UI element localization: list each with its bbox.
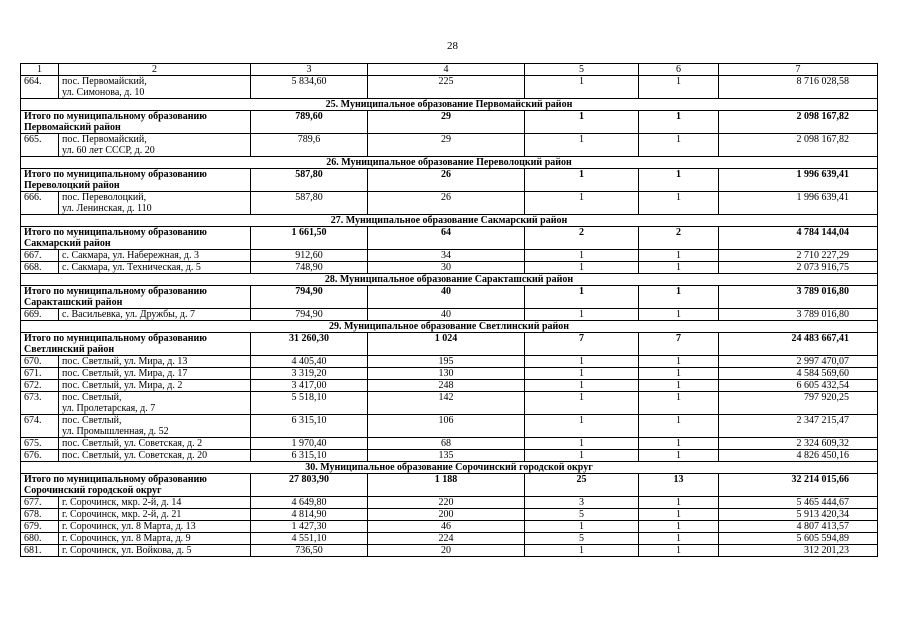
cell-text-line: ул. 60 лет СССР, д. 20 <box>62 145 155 156</box>
section-title: 26. Муниципальное образование Переволоцкий район <box>21 157 878 169</box>
cell-col6: 1 <box>639 286 719 309</box>
cell-text-line: г. Сорочинск, ул. 8 Марта, д. 9 <box>62 533 191 544</box>
table-row <box>21 521 878 533</box>
cell-count: 135 <box>368 450 525 462</box>
cell-text-line: г. Сорочинск, мкр. 2-й, д. 14 <box>62 497 182 508</box>
cell-area: 912,60 <box>251 250 368 262</box>
cell-count: 26 <box>368 192 525 215</box>
section-title: 29. Муниципальное образование Светлинский район <box>21 321 878 333</box>
row-number: 679. <box>21 521 59 533</box>
cell-amount: 8 716 028,58 <box>719 76 878 99</box>
cell-area: 1 427,30 <box>251 521 368 533</box>
total-row <box>21 227 878 250</box>
row-number: 666. <box>21 192 59 215</box>
cell-area: 31 260,30 <box>251 333 368 356</box>
cell-amount: 24 483 667,41 <box>719 333 878 356</box>
cell-count: 142 <box>368 392 525 415</box>
cell-col5: 1 <box>525 545 639 557</box>
total-label <box>21 227 251 250</box>
cell-col6: 13 <box>639 474 719 497</box>
total-label <box>21 111 251 134</box>
cell-amount: 1 996 639,41 <box>719 169 878 192</box>
cell-amount: 2 710 227,29 <box>719 250 878 262</box>
cell-text-line: ул. Ленинская, д. 110 <box>62 203 152 214</box>
cell-text-line: Переволоцкий район <box>24 180 120 191</box>
table-row <box>21 356 878 368</box>
row-number: 673. <box>21 392 59 415</box>
cell-count: 29 <box>368 134 525 157</box>
cell-col6: 1 <box>639 497 719 509</box>
cell-col6: 1 <box>639 111 719 134</box>
row-address <box>59 368 251 380</box>
cell-text-line: ул. Промышленная, д. 52 <box>62 426 169 437</box>
cell-text-line: пос. Светлый, <box>62 415 122 426</box>
row-address <box>59 134 251 157</box>
cell-amount: 2 347 215,47 <box>719 415 878 438</box>
cell-amount: 3 789 016,80 <box>719 286 878 309</box>
cell-text-line: Итого по муниципальному образованию <box>24 286 207 297</box>
row-address <box>59 192 251 215</box>
cell-area: 587,80 <box>251 192 368 215</box>
row-address <box>59 392 251 415</box>
cell-col6: 1 <box>639 169 719 192</box>
cell-text-line: с. Васильевка, ул. Дружбы, д. 7 <box>62 309 195 320</box>
cell-area: 587,80 <box>251 169 368 192</box>
cell-col6: 1 <box>639 134 719 157</box>
cell-area: 6 315,10 <box>251 415 368 438</box>
cell-col5: 1 <box>525 368 639 380</box>
row-address <box>59 262 251 274</box>
section-header-row <box>21 157 878 169</box>
cell-area: 736,50 <box>251 545 368 557</box>
cell-text-line: пос. Светлый, ул. Советская, д. 2 <box>62 438 203 449</box>
cell-col5: 2 <box>525 227 639 250</box>
row-number: 680. <box>21 533 59 545</box>
cell-count: 26 <box>368 169 525 192</box>
cell-area: 789,60 <box>251 111 368 134</box>
cell-count: 225 <box>368 76 525 99</box>
total-row <box>21 333 878 356</box>
total-row <box>21 111 878 134</box>
cell-text-line: пос. Светлый, ул. Мира, д. 2 <box>62 380 183 391</box>
cell-col5: 1 <box>525 250 639 262</box>
cell-count: 130 <box>368 368 525 380</box>
cell-text-line: пос. Переволоцкий, <box>62 192 147 203</box>
cell-amount: 4 826 450,16 <box>719 450 878 462</box>
table-row <box>21 415 878 438</box>
cell-col5: 1 <box>525 134 639 157</box>
row-address <box>59 509 251 521</box>
cell-col5: 5 <box>525 533 639 545</box>
cell-count: 40 <box>368 309 525 321</box>
cell-col6: 1 <box>639 309 719 321</box>
cell-area: 4 814,90 <box>251 509 368 521</box>
cell-area: 3 417,00 <box>251 380 368 392</box>
cell-text-line: пос. Первомайский, <box>62 76 147 87</box>
cell-col5: 1 <box>525 76 639 99</box>
cell-col5: 3 <box>525 497 639 509</box>
table-row <box>21 497 878 509</box>
row-number: 677. <box>21 497 59 509</box>
cell-col6: 1 <box>639 545 719 557</box>
cell-count: 64 <box>368 227 525 250</box>
table-row <box>21 192 878 215</box>
cell-area: 6 315,10 <box>251 450 368 462</box>
row-address <box>59 250 251 262</box>
cell-col5: 1 <box>525 438 639 450</box>
section-header-row <box>21 99 878 111</box>
table-row <box>21 533 878 545</box>
cell-text-line: Светлинский район <box>24 344 115 355</box>
column-header: 4 <box>368 64 525 76</box>
cell-count: 68 <box>368 438 525 450</box>
row-number: 678. <box>21 509 59 521</box>
row-number: 676. <box>21 450 59 462</box>
cell-text-line: Первомайский район <box>24 122 121 133</box>
cell-col6: 1 <box>639 250 719 262</box>
cell-count: 34 <box>368 250 525 262</box>
cell-area: 4 649,80 <box>251 497 368 509</box>
table-row <box>21 438 878 450</box>
data-table <box>20 63 878 557</box>
cell-count: 30 <box>368 262 525 274</box>
row-address <box>59 438 251 450</box>
row-address <box>59 450 251 462</box>
section-title: 28. Муниципальное образование Саракташский район <box>21 274 878 286</box>
cell-area: 1 970,40 <box>251 438 368 450</box>
cell-text-line: Сорочинский городской округ <box>24 485 162 496</box>
total-row <box>21 286 878 309</box>
section-header-row <box>21 215 878 227</box>
total-label <box>21 333 251 356</box>
row-address <box>59 415 251 438</box>
cell-amount: 2 073 916,75 <box>719 262 878 274</box>
cell-text-line: пос. Светлый, ул. Мира, д. 17 <box>62 368 188 379</box>
cell-col5: 1 <box>525 286 639 309</box>
table-row <box>21 545 878 557</box>
cell-text-line: с. Сакмара, ул. Набережная, д. 3 <box>62 250 199 261</box>
row-address <box>59 309 251 321</box>
cell-amount: 32 214 015,66 <box>719 474 878 497</box>
column-header: 2 <box>59 64 251 76</box>
cell-count: 40 <box>368 286 525 309</box>
cell-col5: 1 <box>525 262 639 274</box>
cell-amount: 5 913 420,34 <box>719 509 878 521</box>
cell-amount: 2 098 167,82 <box>719 111 878 134</box>
cell-col5: 1 <box>525 450 639 462</box>
row-number: 665. <box>21 134 59 157</box>
cell-col6: 1 <box>639 521 719 533</box>
column-header: 3 <box>251 64 368 76</box>
section-header-row <box>21 321 878 333</box>
row-address <box>59 356 251 368</box>
cell-count: 220 <box>368 497 525 509</box>
cell-count: 195 <box>368 356 525 368</box>
row-address <box>59 76 251 99</box>
cell-col5: 1 <box>525 309 639 321</box>
cell-count: 200 <box>368 509 525 521</box>
cell-col6: 1 <box>639 368 719 380</box>
cell-amount: 4 584 569,60 <box>719 368 878 380</box>
row-number: 671. <box>21 368 59 380</box>
column-header: 7 <box>719 64 878 76</box>
cell-col6: 7 <box>639 333 719 356</box>
row-number: 672. <box>21 380 59 392</box>
column-header: 1 <box>21 64 59 76</box>
cell-area: 794,90 <box>251 286 368 309</box>
cell-amount: 6 605 432,54 <box>719 380 878 392</box>
row-number: 668. <box>21 262 59 274</box>
row-address <box>59 545 251 557</box>
cell-text-line: Итого по муниципальному образованию <box>24 227 207 238</box>
cell-amount: 4 807 413,57 <box>719 521 878 533</box>
cell-col5: 1 <box>525 521 639 533</box>
cell-col5: 1 <box>525 192 639 215</box>
table-row <box>21 309 878 321</box>
cell-area: 3 319,20 <box>251 368 368 380</box>
cell-text-line: ул. Симонова, д. 10 <box>62 87 145 98</box>
cell-count: 1 024 <box>368 333 525 356</box>
cell-amount: 1 996 639,41 <box>719 192 878 215</box>
row-address <box>59 521 251 533</box>
cell-count: 1 188 <box>368 474 525 497</box>
cell-col5: 1 <box>525 392 639 415</box>
cell-text-line: пос. Светлый, <box>62 392 122 403</box>
cell-text-line: Итого по муниципальному образованию <box>24 111 207 122</box>
total-label <box>21 474 251 497</box>
cell-count: 248 <box>368 380 525 392</box>
section-title: 25. Муниципальное образование Первомайский район <box>21 99 878 111</box>
cell-count: 224 <box>368 533 525 545</box>
table-row <box>21 76 878 99</box>
cell-amount: 4 784 144,04 <box>719 227 878 250</box>
section-title: 27. Муниципальное образование Сакмарский район <box>21 215 878 227</box>
cell-count: 20 <box>368 545 525 557</box>
table-row <box>21 262 878 274</box>
column-header: 6 <box>639 64 719 76</box>
cell-text-line: г. Сорочинск, мкр. 2-й, д. 21 <box>62 509 182 520</box>
cell-text-line: пос. Светлый, ул. Мира, д. 13 <box>62 356 188 367</box>
row-number: 681. <box>21 545 59 557</box>
row-address <box>59 497 251 509</box>
row-number: 674. <box>21 415 59 438</box>
cell-col5: 25 <box>525 474 639 497</box>
cell-text-line: Сакмарский район <box>24 238 111 249</box>
cell-area: 5 518,10 <box>251 392 368 415</box>
cell-text-line: ул. Пролетарская, д. 7 <box>62 403 156 414</box>
cell-col6: 1 <box>639 533 719 545</box>
cell-col5: 1 <box>525 415 639 438</box>
table-row <box>21 509 878 521</box>
cell-text-line: Итого по муниципальному образованию <box>24 333 207 344</box>
cell-area: 5 834,60 <box>251 76 368 99</box>
cell-text-line: пос. Светлый, ул. Советская, д. 20 <box>62 450 208 461</box>
cell-count: 29 <box>368 111 525 134</box>
cell-text-line: Итого по муниципальному образованию <box>24 474 207 485</box>
cell-col5: 5 <box>525 509 639 521</box>
total-row <box>21 474 878 497</box>
cell-col6: 1 <box>639 76 719 99</box>
cell-col6: 1 <box>639 262 719 274</box>
cell-text-line: с. Сакмара, ул. Техническая, д. 5 <box>62 262 201 273</box>
section-title: 30. Муниципальное образование Сорочинский городской округ <box>21 462 878 474</box>
cell-count: 46 <box>368 521 525 533</box>
cell-amount: 2 324 609,32 <box>719 438 878 450</box>
cell-col5: 1 <box>525 380 639 392</box>
cell-area: 789,6 <box>251 134 368 157</box>
row-number: 669. <box>21 309 59 321</box>
row-number: 664. <box>21 76 59 99</box>
cell-col6: 2 <box>639 227 719 250</box>
cell-amount: 5 605 594,89 <box>719 533 878 545</box>
total-label <box>21 169 251 192</box>
cell-area: 748,90 <box>251 262 368 274</box>
cell-text-line: Саракташский район <box>24 297 123 308</box>
cell-amount: 312 201,23 <box>719 545 878 557</box>
cell-col6: 1 <box>639 438 719 450</box>
section-header-row <box>21 274 878 286</box>
cell-col6: 1 <box>639 415 719 438</box>
cell-area: 1 661,50 <box>251 227 368 250</box>
cell-text-line: г. Сорочинск, ул. Войкова, д. 5 <box>62 545 192 556</box>
cell-area: 4 405,40 <box>251 356 368 368</box>
cell-amount: 797 920,25 <box>719 392 878 415</box>
row-address <box>59 533 251 545</box>
cell-col5: 1 <box>525 356 639 368</box>
cell-col6: 1 <box>639 356 719 368</box>
cell-col5: 1 <box>525 169 639 192</box>
row-number: 670. <box>21 356 59 368</box>
cell-col5: 7 <box>525 333 639 356</box>
column-header: 5 <box>525 64 639 76</box>
cell-count: 106 <box>368 415 525 438</box>
total-row <box>21 169 878 192</box>
table-row <box>21 392 878 415</box>
cell-amount: 2 098 167,82 <box>719 134 878 157</box>
cell-area: 4 551,10 <box>251 533 368 545</box>
table-row <box>21 380 878 392</box>
table-row <box>21 250 878 262</box>
cell-col6: 1 <box>639 380 719 392</box>
cell-area: 27 803,90 <box>251 474 368 497</box>
cell-text-line: г. Сорочинск, ул. 8 Марта, д. 13 <box>62 521 196 532</box>
cell-text-line: пос. Первомайский, <box>62 134 147 145</box>
cell-col6: 1 <box>639 192 719 215</box>
total-label <box>21 286 251 309</box>
table-row <box>21 450 878 462</box>
row-address <box>59 380 251 392</box>
page-number: 28 <box>447 40 458 52</box>
cell-area: 794,90 <box>251 309 368 321</box>
cell-text-line: Итого по муниципальному образованию <box>24 169 207 180</box>
cell-col5: 1 <box>525 111 639 134</box>
table-row <box>21 368 878 380</box>
cell-col6: 1 <box>639 392 719 415</box>
cell-amount: 2 997 470,07 <box>719 356 878 368</box>
row-number: 667. <box>21 250 59 262</box>
cell-amount: 3 789 016,80 <box>719 309 878 321</box>
table-row <box>21 134 878 157</box>
column-header-row <box>21 64 878 76</box>
section-header-row <box>21 462 878 474</box>
cell-amount: 5 465 444,67 <box>719 497 878 509</box>
row-number: 675. <box>21 438 59 450</box>
cell-col6: 1 <box>639 509 719 521</box>
cell-col6: 1 <box>639 450 719 462</box>
